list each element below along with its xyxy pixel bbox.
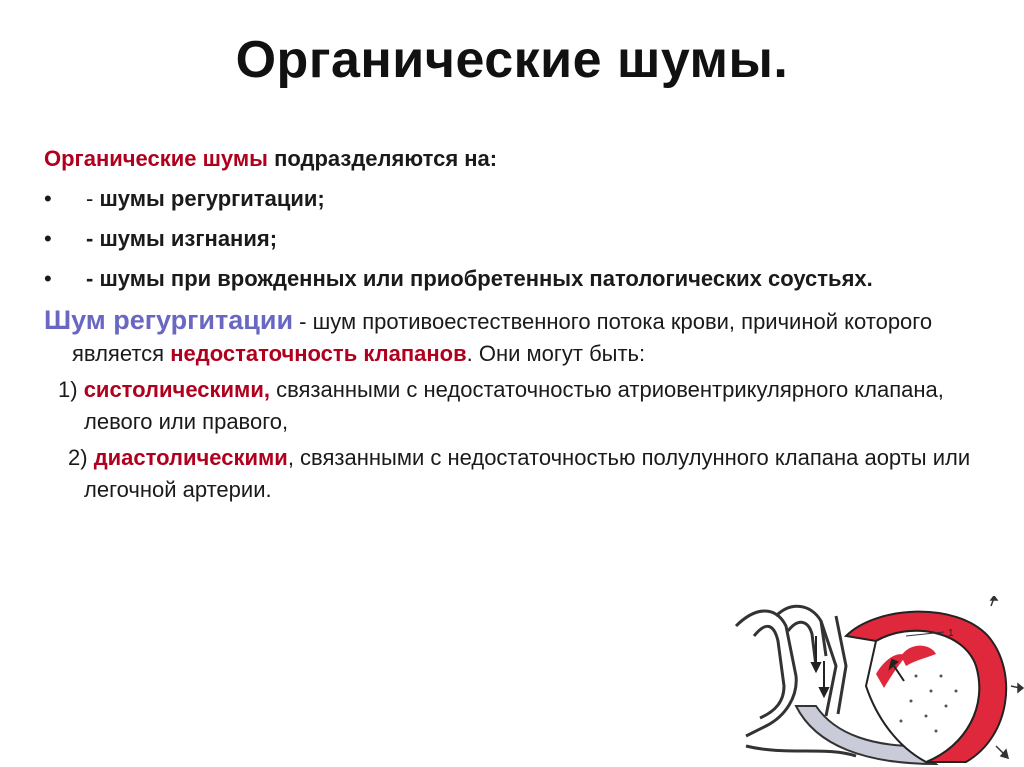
list-item (44, 262, 984, 296)
definition-term: Шум регургитации (44, 305, 294, 335)
bullet-text: шумы изгнания; (99, 226, 278, 251)
item-highlight: систолическими, (83, 377, 270, 402)
murmur-types-list (44, 182, 984, 296)
list-item (44, 222, 984, 256)
bullet-dash: - (86, 266, 100, 291)
definition-part1: - шум противоестественного потока крови, причиной которого является (72, 309, 933, 366)
vessel-outline (754, 626, 784, 718)
intro-highlight: Органические шумы (44, 146, 268, 171)
item-number: 1) (58, 377, 84, 402)
definition-part2: . Они могут быть: (466, 341, 646, 366)
intro-rest: подразделяются на: (267, 146, 498, 171)
definition-highlight: недостаточность клапанов (170, 341, 467, 366)
bullet-dash: - (86, 186, 100, 211)
bullet-text: шумы при врожденных или приобретенных патологических соустьях. (99, 266, 873, 291)
bullet-dash: - (86, 226, 100, 251)
systolic-item (44, 374, 984, 438)
item-text: связанными с недостаточностью атриовентрикулярного клапана, левого или правого, (84, 377, 944, 434)
bullet-text: шумы регургитации; (99, 186, 325, 211)
bullet-marker: • (44, 186, 52, 211)
slide-content (44, 142, 984, 506)
bullet-marker: • (44, 226, 52, 251)
slide-title: Органические шумы. (235, 31, 789, 89)
vessel-outline (776, 606, 826, 656)
diastolic-item (44, 442, 984, 506)
heart-diagram (726, 596, 1024, 767)
intro-line (44, 142, 984, 176)
item-text: , связанными с недостаточностью полулунного клапана аорты или легочной артерии. (84, 445, 971, 502)
bullet-marker: • (44, 266, 52, 291)
regurgitation-definition (44, 304, 984, 370)
figure-label: 1 (948, 628, 954, 639)
item-number: 2) (68, 445, 94, 470)
septum-line (836, 616, 846, 714)
list-item (44, 182, 984, 216)
item-highlight: диастолическими (93, 445, 288, 470)
